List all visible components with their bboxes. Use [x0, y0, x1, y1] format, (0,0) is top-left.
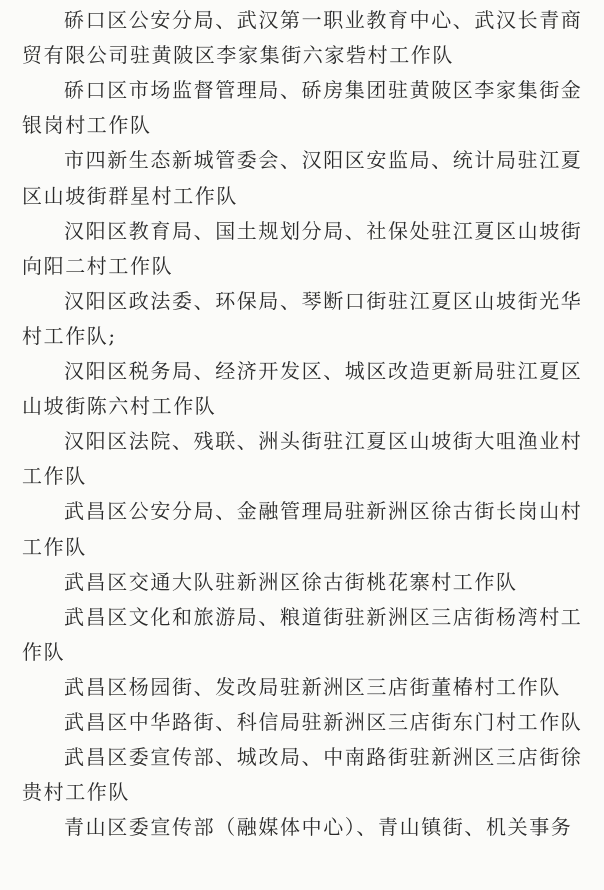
paragraph-first-line: 武昌区文化和旅游局、粮道街驻新洲区三店街杨湾村工	[64, 604, 583, 629]
paragraph-continuation-line: 向阳二村工作队	[22, 253, 174, 278]
paragraph-first-line: 武昌区杨园街、发改局驻新洲区三店街董椿村工作队	[64, 674, 561, 699]
paragraph-continuation-line: 贵村工作队	[22, 780, 130, 805]
paragraph-first-line: 武昌区委宣传部、城改局、中南路街驻新洲区三店街徐	[64, 745, 583, 770]
paragraph-continuation-line: 山坡街陈六村工作队	[22, 394, 217, 419]
paragraph-continuation-line: 贸有限公司驻黄陂区李家集街六家砦村工作队	[22, 43, 454, 68]
paragraph-continuation-line: 作队	[22, 639, 66, 664]
paragraph-first-line: 青山区委宣传部（融媒体中心）、青山镇街、机关事务	[64, 815, 573, 840]
paragraph-first-line: 市四新生态新城管委会、汉阳区安监局、统计局驻江夏	[64, 148, 583, 173]
paragraph-first-line: 武昌区交通大队驻新洲区徐古街桃花寨村工作队	[64, 569, 518, 594]
paragraph-first-line: 汉阳区法院、残联、洲头街驻江夏区山坡街大咀渔业村	[64, 429, 583, 454]
paragraph-continuation-line: 区山坡街群星村工作队	[22, 183, 238, 208]
paragraph-first-line: 汉阳区政法委、环保局、琴断口街驻江夏区山坡街光华	[64, 288, 583, 313]
paragraph-continuation-line: 工作队	[22, 464, 87, 489]
paragraph-first-line: 汉阳区税务局、经济开发区、城区改造更新局驻江夏区	[64, 359, 583, 383]
paragraph-first-line: 武昌区中华路街、科信局驻新洲区三店街东门村工作队	[64, 710, 583, 734]
paragraph-first-line: 汉阳区教育局、国土规划分局、社保处驻江夏区山坡街	[64, 218, 583, 243]
paragraph-first-line: 硚口区公安分局、武汉第一职业教育中心、武汉长青商	[64, 8, 583, 32]
paragraph-continuation-line: 村工作队;	[22, 323, 117, 348]
paragraph-first-line: 武昌区公安分局、金融管理局驻新洲区徐古街长岗山村	[64, 499, 583, 524]
paragraph-continuation-line: 银岗村工作队	[22, 113, 152, 138]
paragraph-first-line: 硚口区市场监督管理局、硚房集团驻黄陂区李家集街金	[64, 78, 583, 103]
paragraph-continuation-line: 工作队	[22, 534, 87, 559]
